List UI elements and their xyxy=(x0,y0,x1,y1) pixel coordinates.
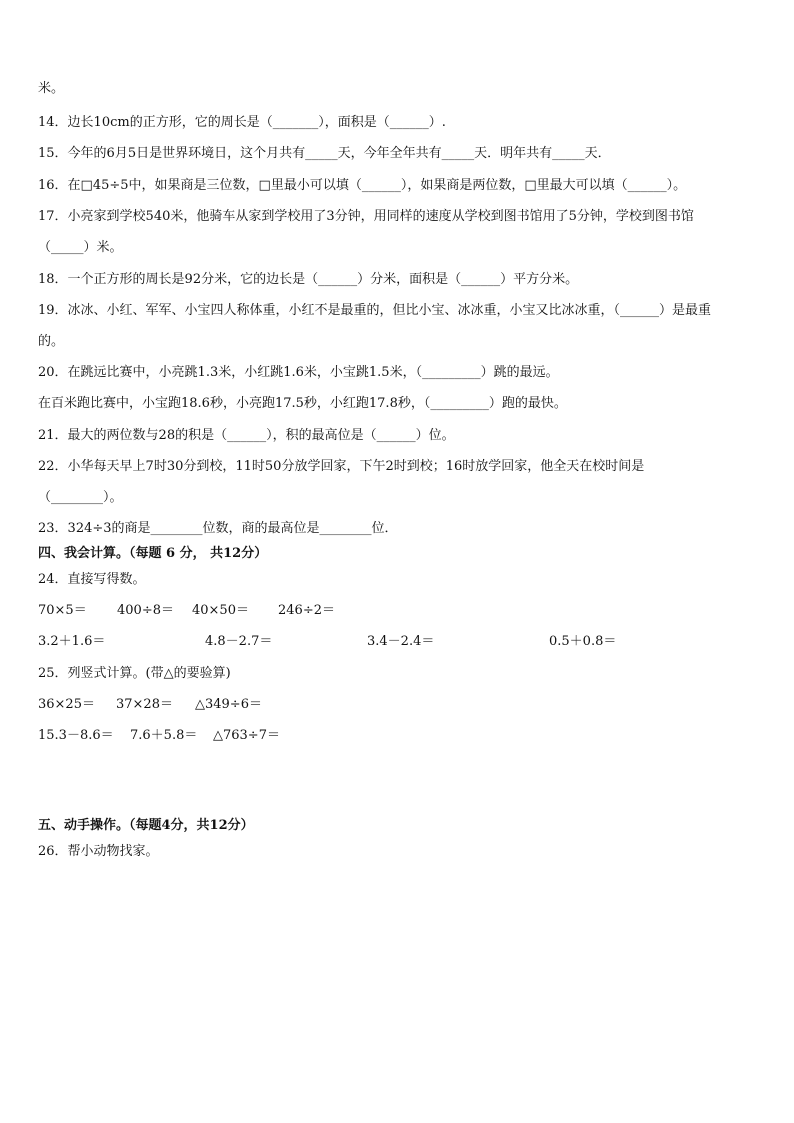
section-5-heading: 五、动手操作。（每题4分，共12分） xyxy=(38,818,254,833)
question-17-continuation: （_____）米。 xyxy=(38,240,123,255)
question-22: 22．小华每天早上7时30分到校，11时50分放学回家，下午2时到校；16时放学回家，他全天在校时间是 xyxy=(38,459,645,474)
question-20-part2: 在百米跑比赛中，小宝跑18.6秒，小亮跑17.5秒，小红跑17.8秒，（_________）跑的最快。 xyxy=(38,396,567,411)
question-14: 14．边长10cm的正方形，它的周长是（_______），面积是（______）. xyxy=(38,115,446,130)
question-21: 21．最大的两位数与28的积是（______），积的最高位是（______）位。 xyxy=(38,428,455,443)
question-26: 26．帮小动物找家。 xyxy=(38,844,159,859)
question-18: 18．一个正方形的周长是92分米，它的边长是（______）分米，面积是（______）平方分米。 xyxy=(38,272,579,287)
calc24-item: 40×50＝ xyxy=(192,603,249,618)
calc25-item: 7.6＋5.8＝ xyxy=(130,728,198,743)
calc25-item: 37×28＝ xyxy=(116,697,173,712)
calc25-item: △763÷7＝ xyxy=(213,728,280,743)
question-17: 17．小亮家到学校540米，他骑车从家到学校用了3分钟，用同样的速度从学校到图书馆用了5分钟，学校到图书馆 xyxy=(38,209,694,224)
question-25: 25．列竖式计算。(带△的要验算) xyxy=(38,666,231,681)
calc25-item: 36×25＝ xyxy=(38,697,95,712)
calc24-item: 400÷8＝ xyxy=(117,603,174,618)
calc24-item: 3.2＋1.6＝ xyxy=(38,634,106,649)
calc24-item: 70×5＝ xyxy=(38,603,87,618)
question-15: 15．今年的6月5日是世界环境日，这个月共有_____天，今年全年共有_____天．明年共有_____天． xyxy=(38,146,611,161)
calc25-item: △349÷6＝ xyxy=(195,697,262,712)
q13-continuation: 米。 xyxy=(38,81,65,96)
question-19-continuation: 的。 xyxy=(38,334,65,349)
question-23: 23．324÷3的商是________位数，商的最高位是________位． xyxy=(38,521,398,536)
section-4-heading: 四、我会计算。（每题 6 分， 共12分） xyxy=(38,546,268,561)
calc24-item: 4.8－2.7＝ xyxy=(205,634,273,649)
calc25-item: 15.3－8.6＝ xyxy=(38,728,114,743)
calc24-item: 246÷2＝ xyxy=(278,603,335,618)
question-16: 16．在□45÷5中，如果商是三位数，□里最小可以填（______），如果商是两位数，□里最大可以填（______）。 xyxy=(38,178,687,193)
question-19: 19．冰冰、小红、军军、小宝四人称体重，小红不是最重的，但比小宝、冰冰重，小宝又比冰冰重，（______）是最重 xyxy=(38,303,712,318)
calc24-item: 0.5＋0.8＝ xyxy=(549,634,617,649)
calc24-item: 3.4－2.4＝ xyxy=(367,634,435,649)
question-20: 20．在跳远比赛中，小亮跳1.3米，小红跳1.6米，小宝跳1.5米，（_________）跳的最远。 xyxy=(38,365,559,380)
question-24: 24．直接写得数。 xyxy=(38,572,146,587)
question-22-continuation: （________）。 xyxy=(38,490,123,505)
